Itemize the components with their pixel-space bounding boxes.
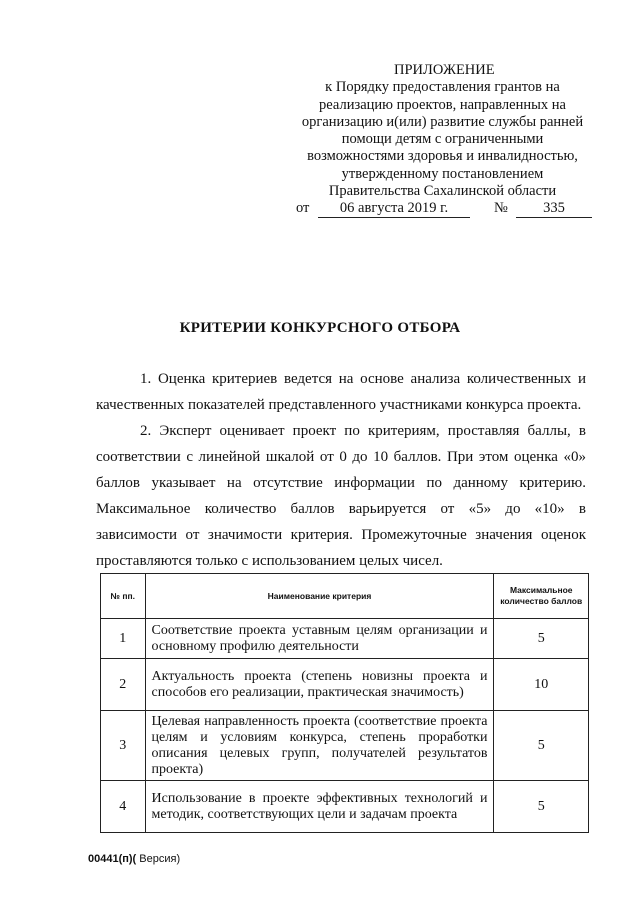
row-name: Актуальность проекта (степень новизны проекта и способов его реализации, практическая значимость) <box>145 659 494 711</box>
table-row <box>101 711 589 781</box>
appendix-line: возможностями здоровья и инвалидностью, <box>307 148 578 165</box>
decree-date: 06 августа 2019 г. <box>318 200 470 218</box>
appendix-line: к Порядку предоставления грантов на <box>325 79 560 96</box>
row-num: 3 <box>101 711 146 781</box>
appendix-line: реализацию проектов, направленных на <box>319 96 566 113</box>
appendix-line: утвержденному постановлением <box>341 165 544 182</box>
appendix-line: организацию и(или) развитие службы ранней <box>301 113 584 130</box>
footer-version: Версия) <box>136 853 181 865</box>
table-header-row <box>101 574 589 619</box>
footer-doc-code: 00441(п)( <box>88 853 137 865</box>
header-name: Наименование критерия <box>145 574 494 619</box>
criteria-table <box>100 573 589 833</box>
row-num: 4 <box>101 781 146 833</box>
row-name: Использование в проекте эффективных технологий и методик, соответствующих цели и задачам проекта <box>145 781 494 833</box>
row-score: 10 <box>494 659 589 711</box>
number-label: № <box>494 200 508 217</box>
paragraph-2: 2. Эксперт оценивает проект по критериям, проставляя баллы, в соответствии с линейной шкалой от 0 до 10 баллов. При этом оценка «0» баллов указывает на отсутствие информации по данному критерию. Максимальное количество баллов варьируется от «5» до «10» в зависимости от значимости критерия. Промежуточные значения оценок проставляются только с использованием целых чисел. <box>96 423 586 569</box>
from-label: от <box>296 200 310 217</box>
document-heading: КРИТЕРИИ КОНКУРСНОГО ОТБОРА <box>179 320 461 336</box>
header-score: Максимальное количество баллов <box>494 574 589 619</box>
footer-code <box>88 853 180 865</box>
row-score: 5 <box>494 619 589 659</box>
signature-row <box>290 200 595 220</box>
header-num: № пп. <box>101 574 146 619</box>
row-name: Целевая направленность проекта (соответствие проекта целям и условиям конкурса, степень проработки описания целевых групп, получателей результатов проекта) <box>145 711 494 781</box>
appendix-line: Правительства Сахалинской области <box>328 183 557 200</box>
appendix-line: помощи детям с ограниченными <box>341 131 544 148</box>
row-score: 5 <box>494 711 589 781</box>
paragraph-1: 1. Оценка критериев ведется на основе анализа количественных и качественных показателей представленного участниками конкурса проекта. <box>96 371 586 413</box>
appendix-title: ПРИЛОЖЕНИЕ <box>394 62 495 78</box>
table-row <box>101 619 589 659</box>
table-row <box>101 659 589 711</box>
row-num: 2 <box>101 659 146 711</box>
row-score: 5 <box>494 781 589 833</box>
table-row <box>101 781 589 833</box>
body-text <box>96 366 586 574</box>
row-name: Соответствие проекта уставным целям организации и основному профилю деятельности <box>145 619 494 659</box>
decree-number: 335 <box>516 200 592 218</box>
appendix-block <box>290 62 595 220</box>
row-num: 1 <box>101 619 146 659</box>
